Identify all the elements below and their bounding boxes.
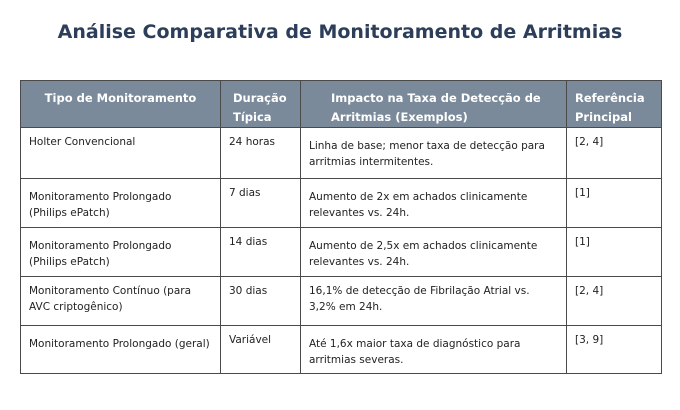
header-tipo: Tipo de Monitoramento — [21, 81, 221, 128]
cell-duracao: 30 dias — [221, 277, 301, 326]
cell-referencia: [1] — [567, 228, 662, 277]
header-impacto: Impacto na Taxa de Detecção de Arritmias (Exemplos) — [301, 81, 567, 128]
comparison-table — [20, 80, 662, 374]
cell-duracao: Variável — [221, 326, 301, 374]
cell-duracao: 24 horas — [221, 128, 301, 179]
table-row — [21, 179, 662, 228]
cell-referencia: [2, 4] — [567, 128, 662, 179]
cell-impacto: Linha de base; menor taxa de detecção para arritmias intermitentes. — [301, 128, 567, 179]
page-title: Análise Comparativa de Monitoramento de Arritmias — [57, 21, 623, 43]
cell-tipo: Holter Convencional — [21, 128, 221, 179]
table-row — [21, 228, 662, 277]
table-row — [21, 326, 662, 374]
cell-duracao: 14 dias — [221, 228, 301, 277]
cell-impacto: Até 1,6x maior taxa de diagnóstico para arritmias severas. — [301, 326, 567, 374]
cell-tipo: Monitoramento Contínuo (para AVC criptogênico) — [21, 277, 221, 326]
cell-referencia: [3, 9] — [567, 326, 662, 374]
cell-impacto: 16,1% de detecção de Fibrilação Atrial vs. 3,2% em 24h. — [301, 277, 567, 326]
cell-duracao: 7 dias — [221, 179, 301, 228]
cell-referencia: [2, 4] — [567, 277, 662, 326]
cell-tipo: Monitoramento Prolongado (geral) — [21, 326, 221, 374]
table-header-row — [21, 81, 662, 128]
cell-tipo: Monitoramento Prolongado (Philips ePatch) — [21, 179, 221, 228]
header-referencia: Referência Principal — [567, 81, 662, 128]
cell-referencia: [1] — [567, 179, 662, 228]
table-row — [21, 277, 662, 326]
header-duracao: Duração Típica — [221, 81, 301, 128]
table-row — [21, 128, 662, 179]
cell-tipo: Monitoramento Prolongado (Philips ePatch) — [21, 228, 221, 277]
cell-impacto: Aumento de 2,5x em achados clinicamente relevantes vs. 24h. — [301, 228, 567, 277]
cell-impacto: Aumento de 2x em achados clinicamente relevantes vs. 24h. — [301, 179, 567, 228]
